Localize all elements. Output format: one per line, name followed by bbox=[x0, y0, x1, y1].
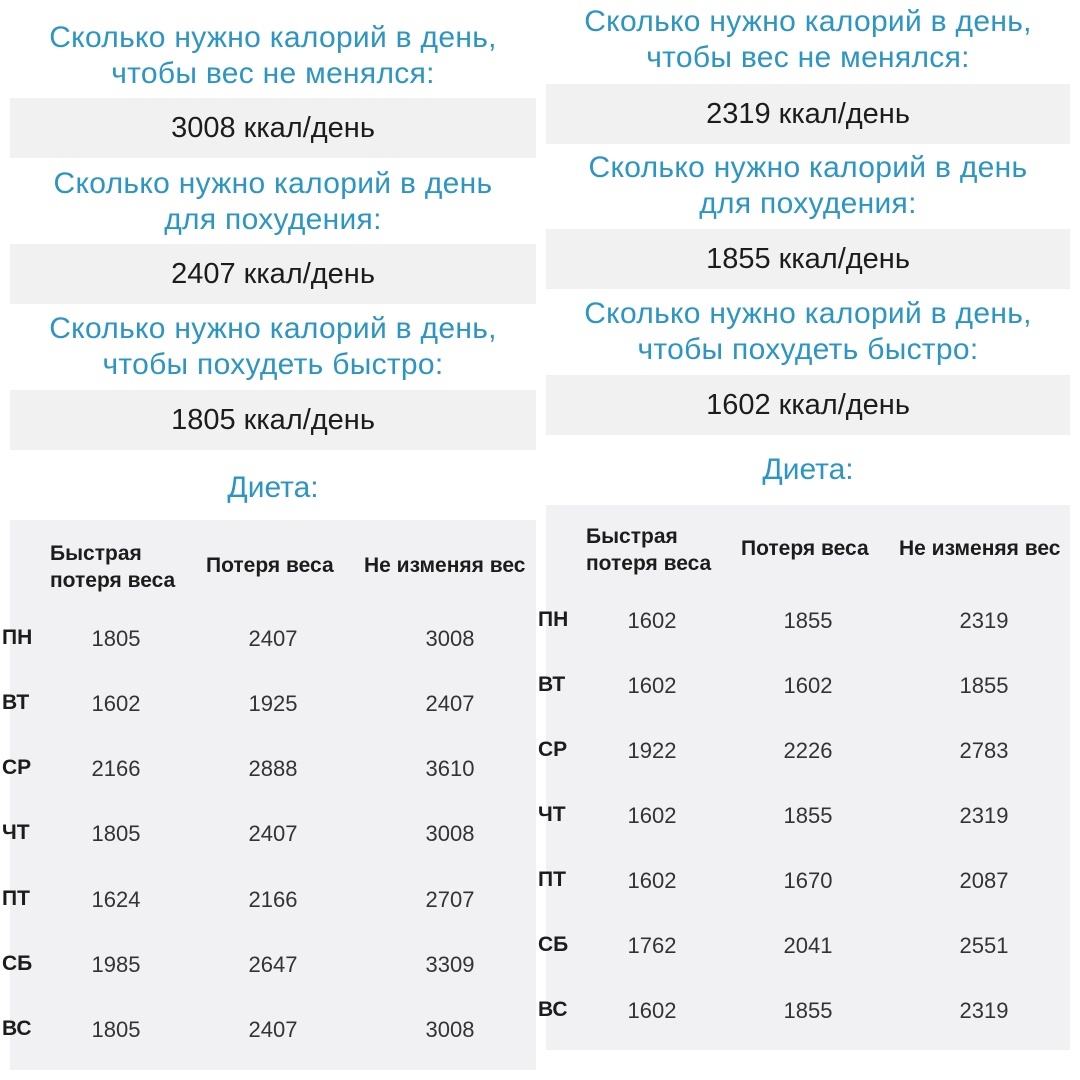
cell-fast: 1762 bbox=[627, 933, 677, 958]
row-day-tue: ВТ bbox=[538, 673, 566, 696]
row-day-tue: ВТ bbox=[2, 691, 30, 714]
col-header-keep: Не изменяя вес bbox=[899, 537, 1061, 560]
maintain-heading bbox=[10, 20, 536, 92]
fast-value: 1602 ккал/день bbox=[546, 375, 1070, 435]
cell-lose: 2407 bbox=[248, 626, 298, 651]
cell-lose: 1670 bbox=[783, 868, 833, 893]
col-header-fast-line2: потеря веса bbox=[50, 569, 176, 592]
calorie-panel-right bbox=[538, 0, 1070, 1080]
col-header-fast-line1: Быстрая bbox=[50, 542, 142, 565]
col-header-fast bbox=[50, 540, 175, 594]
maintain-heading-line1: Сколько нужно калорий в день, bbox=[49, 21, 497, 54]
cell-keep: 3309 bbox=[425, 952, 475, 977]
cell-lose: 1855 bbox=[783, 803, 833, 828]
cell-lose: 1925 bbox=[248, 691, 298, 716]
cell-lose: 2888 bbox=[248, 756, 298, 781]
fast-heading-line1: Сколько нужно калорий в день, bbox=[584, 297, 1032, 330]
cell-lose: 2166 bbox=[248, 887, 298, 912]
cell-fast: 2166 bbox=[91, 756, 141, 781]
row-day-sat: СБ bbox=[2, 952, 33, 975]
diet-title: Диета: bbox=[227, 471, 319, 504]
lose-value: 2407 ккал/день bbox=[10, 244, 536, 304]
diet-title: Диета: bbox=[762, 453, 854, 486]
row-day-thu: ЧТ bbox=[538, 803, 566, 826]
fast-heading bbox=[10, 311, 536, 383]
cell-fast: 1602 bbox=[627, 673, 677, 698]
cell-lose: 1855 bbox=[783, 998, 833, 1023]
cell-keep: 2319 bbox=[959, 803, 1009, 828]
row-day-wed: СР bbox=[2, 756, 32, 779]
diet-table bbox=[2, 520, 536, 1070]
cell-keep: 1855 bbox=[959, 673, 1009, 698]
cell-lose: 2647 bbox=[248, 952, 298, 977]
maintain-heading bbox=[546, 4, 1070, 76]
row-day-sun: ВС bbox=[2, 1017, 32, 1040]
col-header-lose: Потеря веса bbox=[206, 554, 334, 577]
cell-keep: 2551 bbox=[959, 933, 1009, 958]
cell-lose: 1602 bbox=[783, 673, 833, 698]
cell-fast: 1922 bbox=[627, 738, 677, 763]
cell-fast: 1602 bbox=[627, 868, 677, 893]
row-day-sun: ВС bbox=[538, 998, 568, 1021]
cell-keep: 2707 bbox=[425, 887, 475, 912]
cell-fast: 1624 bbox=[91, 887, 141, 912]
lose-heading-line1: Сколько нужно калорий в день bbox=[588, 151, 1028, 184]
lose-heading bbox=[10, 166, 536, 238]
cell-fast: 1602 bbox=[91, 691, 141, 716]
cell-keep: 3008 bbox=[425, 1017, 475, 1042]
fast-heading-line2: чтобы похудеть быстро: bbox=[102, 348, 444, 381]
fast-value: 1805 ккал/день bbox=[10, 390, 536, 450]
row-day-fri: ПТ bbox=[538, 868, 566, 891]
cell-fast: 1602 bbox=[627, 998, 677, 1023]
cell-lose: 2407 bbox=[248, 821, 298, 846]
col-header-lose: Потеря веса bbox=[741, 537, 869, 560]
cell-keep: 2087 bbox=[959, 868, 1009, 893]
cell-fast: 1805 bbox=[91, 626, 141, 651]
lose-heading-line2: для похудения: bbox=[699, 187, 917, 220]
cell-keep: 3610 bbox=[425, 756, 475, 781]
col-header-keep: Не изменяя вес bbox=[364, 554, 526, 577]
diet-table bbox=[538, 505, 1070, 1050]
col-header-fast-line1: Быстрая bbox=[586, 525, 678, 548]
col-header-fast-line2: потеря веса bbox=[586, 552, 712, 575]
maintain-value: 3008 ккал/день bbox=[10, 98, 536, 158]
cell-fast: 1805 bbox=[91, 821, 141, 846]
calorie-panel-left bbox=[2, 0, 536, 1080]
lose-heading bbox=[546, 150, 1070, 222]
maintain-heading-line2: чтобы вес не менялся: bbox=[111, 57, 435, 90]
row-day-wed: СР bbox=[538, 738, 568, 761]
col-header-fast bbox=[586, 523, 711, 577]
cell-fast: 1985 bbox=[91, 952, 141, 977]
maintain-value: 2319 ккал/день bbox=[546, 84, 1070, 144]
row-day-mon: ПН bbox=[538, 608, 569, 631]
cell-fast: 1805 bbox=[91, 1017, 141, 1042]
fast-heading-line2: чтобы похудеть быстро: bbox=[637, 333, 979, 366]
cell-keep: 2319 bbox=[959, 608, 1009, 633]
cell-lose: 2041 bbox=[783, 933, 833, 958]
cell-fast: 1602 bbox=[627, 608, 677, 633]
maintain-heading-line1: Сколько нужно калорий в день, bbox=[584, 5, 1032, 38]
cell-keep: 3008 bbox=[425, 821, 475, 846]
fast-heading bbox=[546, 296, 1070, 368]
cell-fast: 1602 bbox=[627, 803, 677, 828]
cell-keep: 2783 bbox=[959, 738, 1009, 763]
row-day-sat: СБ bbox=[538, 933, 569, 956]
row-day-thu: ЧТ bbox=[2, 821, 30, 844]
cell-keep: 3008 bbox=[425, 626, 475, 651]
row-day-mon: ПН bbox=[2, 626, 33, 649]
lose-value: 1855 ккал/день bbox=[546, 229, 1070, 289]
lose-heading-line2: для похудения: bbox=[164, 203, 382, 236]
cell-lose: 2226 bbox=[783, 738, 833, 763]
fast-heading-line1: Сколько нужно калорий в день, bbox=[49, 312, 497, 345]
cell-keep: 2319 bbox=[959, 998, 1009, 1023]
cell-lose: 1855 bbox=[783, 608, 833, 633]
lose-heading-line1: Сколько нужно калорий в день bbox=[53, 167, 493, 200]
cell-keep: 2407 bbox=[425, 691, 475, 716]
row-day-fri: ПТ bbox=[2, 887, 30, 910]
maintain-heading-line2: чтобы вес не менялся: bbox=[646, 41, 970, 74]
cell-lose: 2407 bbox=[248, 1017, 298, 1042]
